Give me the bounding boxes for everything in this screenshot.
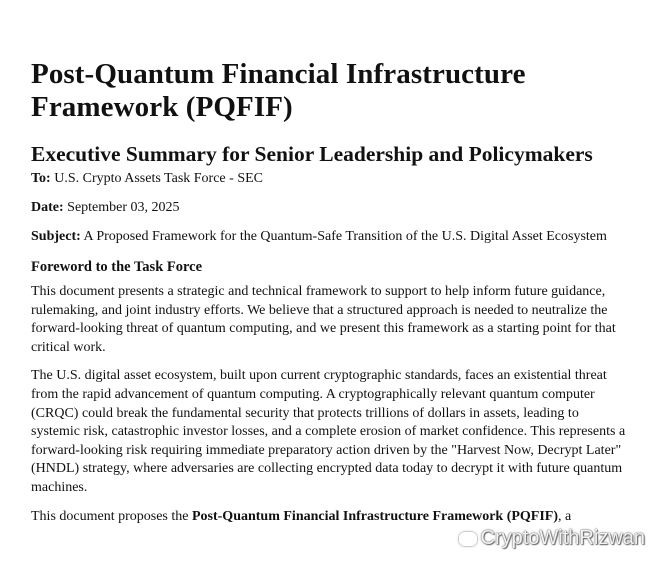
memo-date-line xyxy=(31,199,631,217)
memo-subject-line xyxy=(31,228,631,246)
document-title: Post-Quantum Financial Infrastructure Framework (PQFIF) xyxy=(31,58,526,123)
memo-to-label: To: xyxy=(31,171,51,186)
paragraph-proposal-start: This document proposes the xyxy=(31,508,192,524)
memo-date-label: Date: xyxy=(31,200,64,215)
memo-to-value: U.S. Crypto Assets Task Force - SEC xyxy=(54,171,263,186)
foreword-heading: Foreword to the Task Force xyxy=(31,259,203,275)
watermark-text: CryptoWithRizwan xyxy=(480,527,645,549)
document-subtitle: Executive Summary for Senior Leadership and Policymakers xyxy=(31,142,593,166)
paragraph-proposal-framework-name: Post-Quantum Financial Infrastructure Framework (PQFIF) xyxy=(191,508,559,524)
paragraph-proposal-end: , a xyxy=(558,508,572,524)
memo-to-line xyxy=(31,170,631,188)
memo-subject-label: Subject: xyxy=(31,229,81,244)
chat-bubble-icon xyxy=(459,532,477,546)
paragraph-proposal xyxy=(31,508,631,527)
watermark xyxy=(459,527,645,550)
memo-date-value: September 03, 2025 xyxy=(67,200,180,215)
paragraph-foreword: This document presents a strategic and technical framework to support to help inform future guidance, rulemaking, and joint industry efforts. We believe that a structured approach is needed to neutralize the forward-looking threat of quantum computing, and we present this framework as a starting point for that critical work. xyxy=(31,284,616,355)
document-page xyxy=(31,58,631,536)
paragraph-threat: The U.S. digital asset ecosystem, built upon current cryptographic standards, faces an existential threat from the rapid advancement of quantum computing. A cryptographically relevant quantum computer (CRQC) could break the fundamental security that protects trillions of dollars in assets, leading to systemic risk, catastrophic investor losses, and a complete erosion of market confidence. This represents a forward-looking risk requiring immediate preparatory action driven by the "Harvest Now, Decrypt Later" (HNDL) strategy, where adversaries are collecting encrypted data today to decrypt it with future quantum machines. xyxy=(31,368,626,495)
memo-subject-value: A Proposed Framework for the Quantum-Safe Transition of the U.S. Digital Asset Ecosystem xyxy=(83,229,607,244)
